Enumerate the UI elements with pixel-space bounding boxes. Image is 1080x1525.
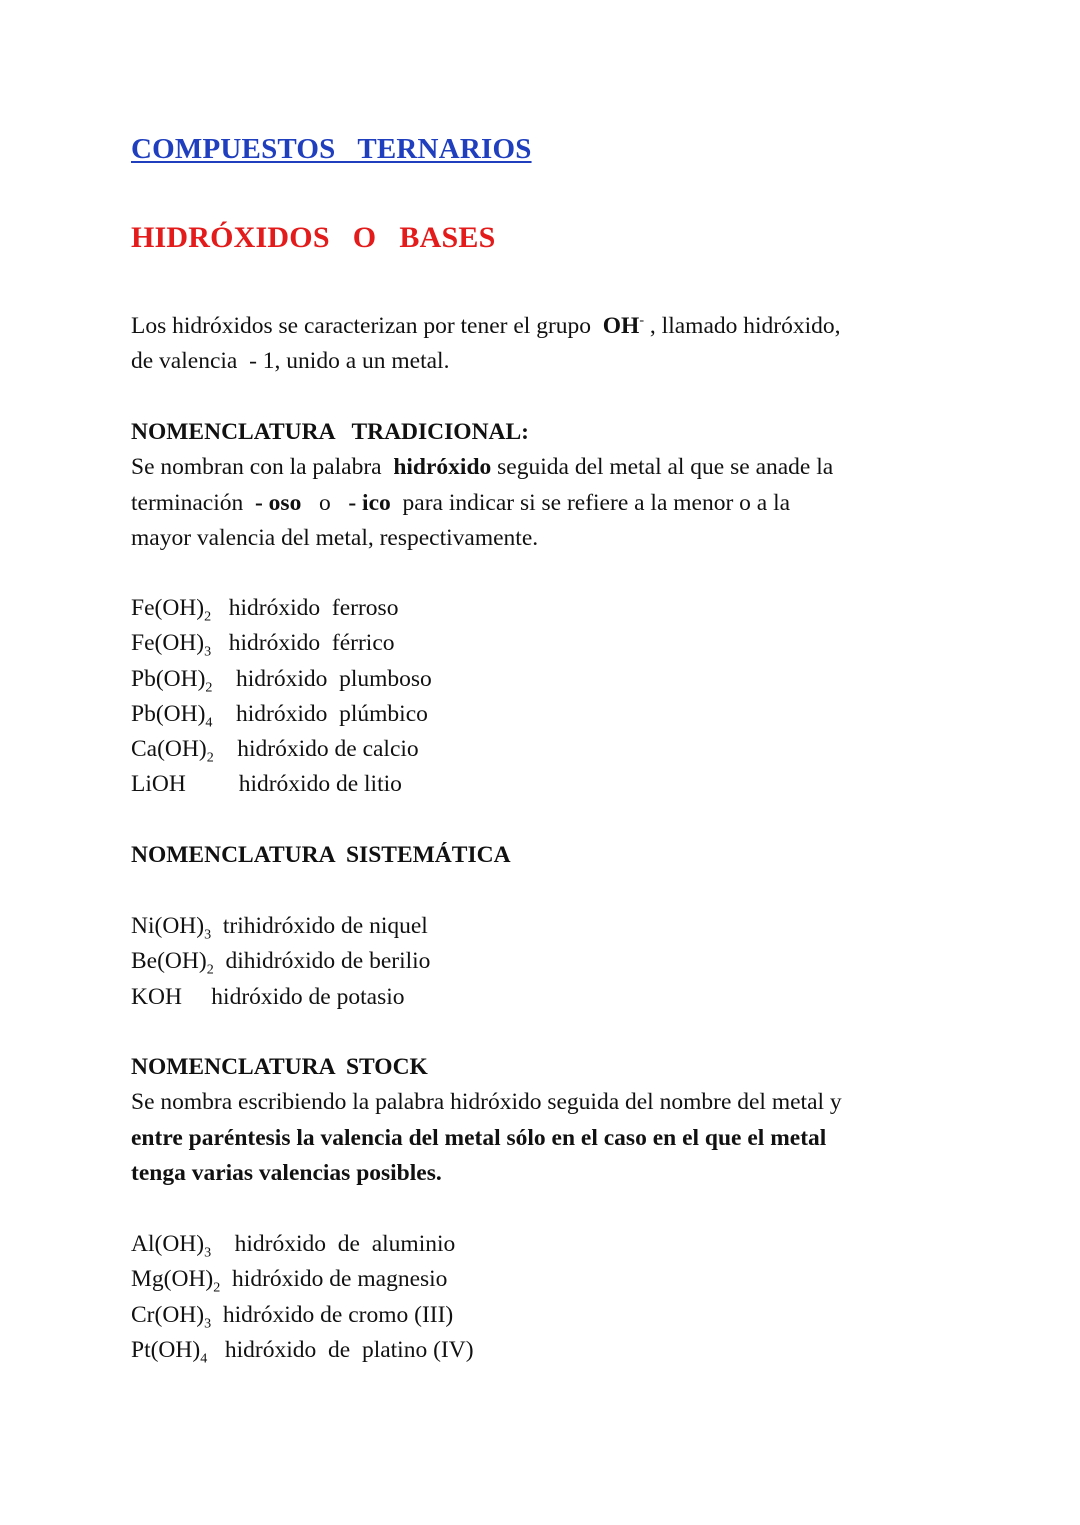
hydroxide-charge: - [639,312,645,329]
example-row [131,1298,991,1333]
example-row [131,1333,991,1368]
example-row [131,626,991,661]
compound-name: hidróxido de calcio [213,736,419,763]
intro-line-1 [131,309,991,344]
example-row [131,697,991,732]
intro-paragraph [131,309,991,380]
tradicional-text-o: o [301,489,349,516]
compound-name: hidróxido de cromo (III) [211,1301,454,1328]
compound-name: hidróxido plumboso [212,665,432,692]
formula: Ni(OH) [131,913,205,939]
formula: Fe(OH) [131,595,205,621]
formula: Pt(OH) [131,1336,201,1363]
formula-subscript: 2 [206,961,214,978]
intro-text-b: , llamado hidróxido, [644,313,841,339]
formula-subscript: 3 [204,1315,212,1332]
example-row [131,662,991,697]
formula: Ca(OH) [131,736,207,763]
tradicional-line-3: mayor valencia del metal, respectivamente. [131,524,539,551]
stock-line-2: entre paréntesis la valencia del metal sólo en el caso en el que el metal [131,1124,827,1151]
formula-subscript: 3 [204,643,212,660]
formula-subscript: 3 [204,1244,212,1261]
formula-subscript: 2 [204,608,212,625]
formula: Be(OH) [131,948,207,975]
example-row [131,767,991,802]
formula: LiOH [131,771,186,798]
formula-subscript: 4 [200,1350,208,1367]
tradicional-line-2 [131,486,991,521]
compound-name: hidróxido de platino (IV) [207,1336,474,1363]
tradicional-text-e: para indicar si se refiere a la menor o a la [390,489,791,516]
tradicional-text-a: Se nombran con la palabra [131,454,394,481]
compound-name: hidróxido de litio [185,771,402,798]
tradicional-text-c: seguida del metal al que se anade la [491,454,834,481]
formula: Mg(OH) [131,1266,214,1293]
formula: Cr(OH) [131,1301,205,1328]
formula: Fe(OH) [131,630,205,657]
formula: KOH [131,983,182,1010]
compound-name: hidróxido plúmbico [212,700,428,727]
sistematica-section [131,838,991,873]
example-row [131,944,991,979]
tradicional-line-1 [131,450,991,485]
tradicional-text-d: terminación [131,489,255,516]
compound-name: hidróxido de aluminio [211,1231,456,1257]
tradicional-section [131,415,991,556]
formula-subscript: 2 [213,1279,221,1296]
formula-subscript: 3 [204,926,212,943]
stock-line-1: Se nombra escribiendo la palabra hidróxido seguida del nombre del metal y [131,1089,842,1116]
sistematica-heading: NOMENCLATURA SISTEMÁTICA [131,842,511,868]
compound-name: hidróxido de potasio [181,983,405,1010]
compound-name: hidróxido de magnesio [220,1266,448,1293]
suffix-oso: - oso [254,489,302,516]
stock-examples [131,1227,991,1368]
formula-subscript: 2 [205,679,213,696]
example-row [131,1262,991,1297]
sistematica-examples [131,909,991,1015]
formula-subscript: 4 [205,714,213,731]
formula: Al(OH) [131,1231,205,1257]
compound-name: hidróxido férrico [211,630,395,657]
hydroxide-group: OH [602,313,640,339]
formula-subscript: 2 [206,749,214,766]
example-row [131,591,991,626]
example-row [131,909,991,944]
document-title: COMPUESTOS TERNARIOS [131,133,532,165]
stock-section [131,1050,991,1191]
tradicional-examples [131,591,991,803]
compound-name: hidróxido ferroso [211,595,399,621]
example-row [131,1227,991,1262]
formula: Pb(OH) [131,700,206,727]
example-row [131,732,991,767]
suffix-ico: - ico [348,489,391,516]
compound-name: dihidróxido de berilio [213,948,431,975]
intro-text-a: Los hidróxidos se caracterizan por tener el grupo [131,313,603,339]
example-row [131,980,991,1015]
formula: Pb(OH) [131,665,206,692]
tradicional-keyword: hidróxido [393,454,492,481]
intro-line-2: de valencia - 1, unido a un metal. [131,348,450,375]
tradicional-heading: NOMENCLATURA TRADICIONAL: [131,419,530,445]
section-title: HIDRÓXIDOS O BASES [131,221,496,254]
stock-line-3: tenga varias valencias posibles. [131,1159,442,1186]
compound-name: trihidróxido de niquel [211,913,428,939]
stock-heading: NOMENCLATURA STOCK [131,1054,428,1080]
